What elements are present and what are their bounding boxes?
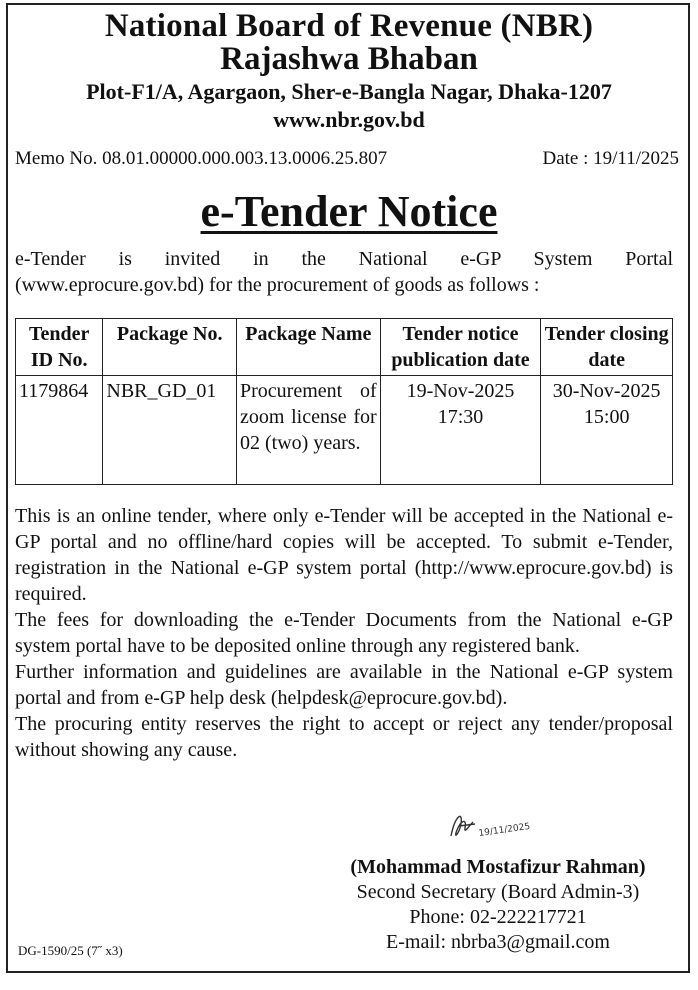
table-header-row (16, 319, 673, 376)
signature-date: 19/11/2025 (478, 821, 531, 839)
signer-name: (Mohammad Mostafizur Rahman) (350, 856, 646, 878)
col-header-tender-id: Tender ID No. (16, 319, 103, 376)
cell-closing-date: 30-Nov-2025 15:00 (541, 376, 673, 485)
notice-title-text: e-Tender Notice (200, 187, 498, 236)
reference-code: DG-1590/25 (7˝ x3) (18, 943, 123, 958)
building-name: Rajashwa Bhaban (220, 41, 478, 77)
col-header-publication-date: Tender notice publication date (380, 319, 541, 376)
notice-title (0, 186, 698, 237)
paragraph-online-tender: This is an online tender, where only e-Tender will be accepted in the National e-GP portal and no offline/hard copies will be accepted. To submit e-Tender, registration in the National e-GP system portal (http://www.eprocure.gov.bd) is required. (15, 505, 673, 605)
intro-line-1: e-Tender is invited in the National e-GP System Portal (15, 248, 673, 270)
cell-package-no: NBR_GD_01 (103, 376, 237, 485)
intro-text (15, 246, 673, 298)
paragraph-fees: The fees for downloading the e-Tender Documents from the National e-GP system portal have to be deposited online through any registered bank. (15, 609, 673, 657)
paragraph-rights: The procuring entity reserves the right to accept or reject any tender/proposal without showing any cause. (15, 713, 673, 761)
col-header-closing-date: Tender closing date (541, 319, 673, 376)
signature-image (445, 806, 545, 846)
tender-table (15, 318, 673, 485)
signer-designation: Second Secretary (Board Admin-3) (356, 881, 640, 903)
cell-package-name: Procurement of zoom license for 02 (two) years. (237, 376, 381, 485)
org-website: www.nbr.gov.bd (273, 107, 425, 132)
paragraph-information: Further information and guidelines are available in the National e-GP system portal and from e-GP help desk (helpdesk@eprocure.gov.bd). (15, 661, 673, 709)
cell-tender-id: 1179864 (16, 376, 103, 485)
col-header-package-no: Package No. (103, 319, 237, 376)
table-row (16, 376, 673, 485)
cell-publication-date: 19-Nov-2025 17:30 (380, 376, 541, 485)
notice-body (15, 503, 673, 763)
col-header-package-name: Package Name (237, 319, 381, 376)
org-name: National Board of Revenue (NBR) (104, 8, 594, 44)
memo-number: Memo No. 08.01.00000.000.003.13.0006.25.807 (15, 148, 388, 169)
signer-block (318, 855, 678, 955)
org-address: Plot-F1/A, Agargaon, Sher-e-Bangla Nagar, Dhaka-1207 (86, 79, 612, 104)
signer-phone: Phone: 02-222217721 (409, 906, 587, 928)
memo-date: Date : 19/11/2025 (542, 148, 679, 169)
signer-email: E-mail: nbrba3@gmail.com (386, 931, 610, 953)
intro-line-2: (www.eprocure.gov.bd) for the procurement of goods as follows : (15, 274, 540, 296)
